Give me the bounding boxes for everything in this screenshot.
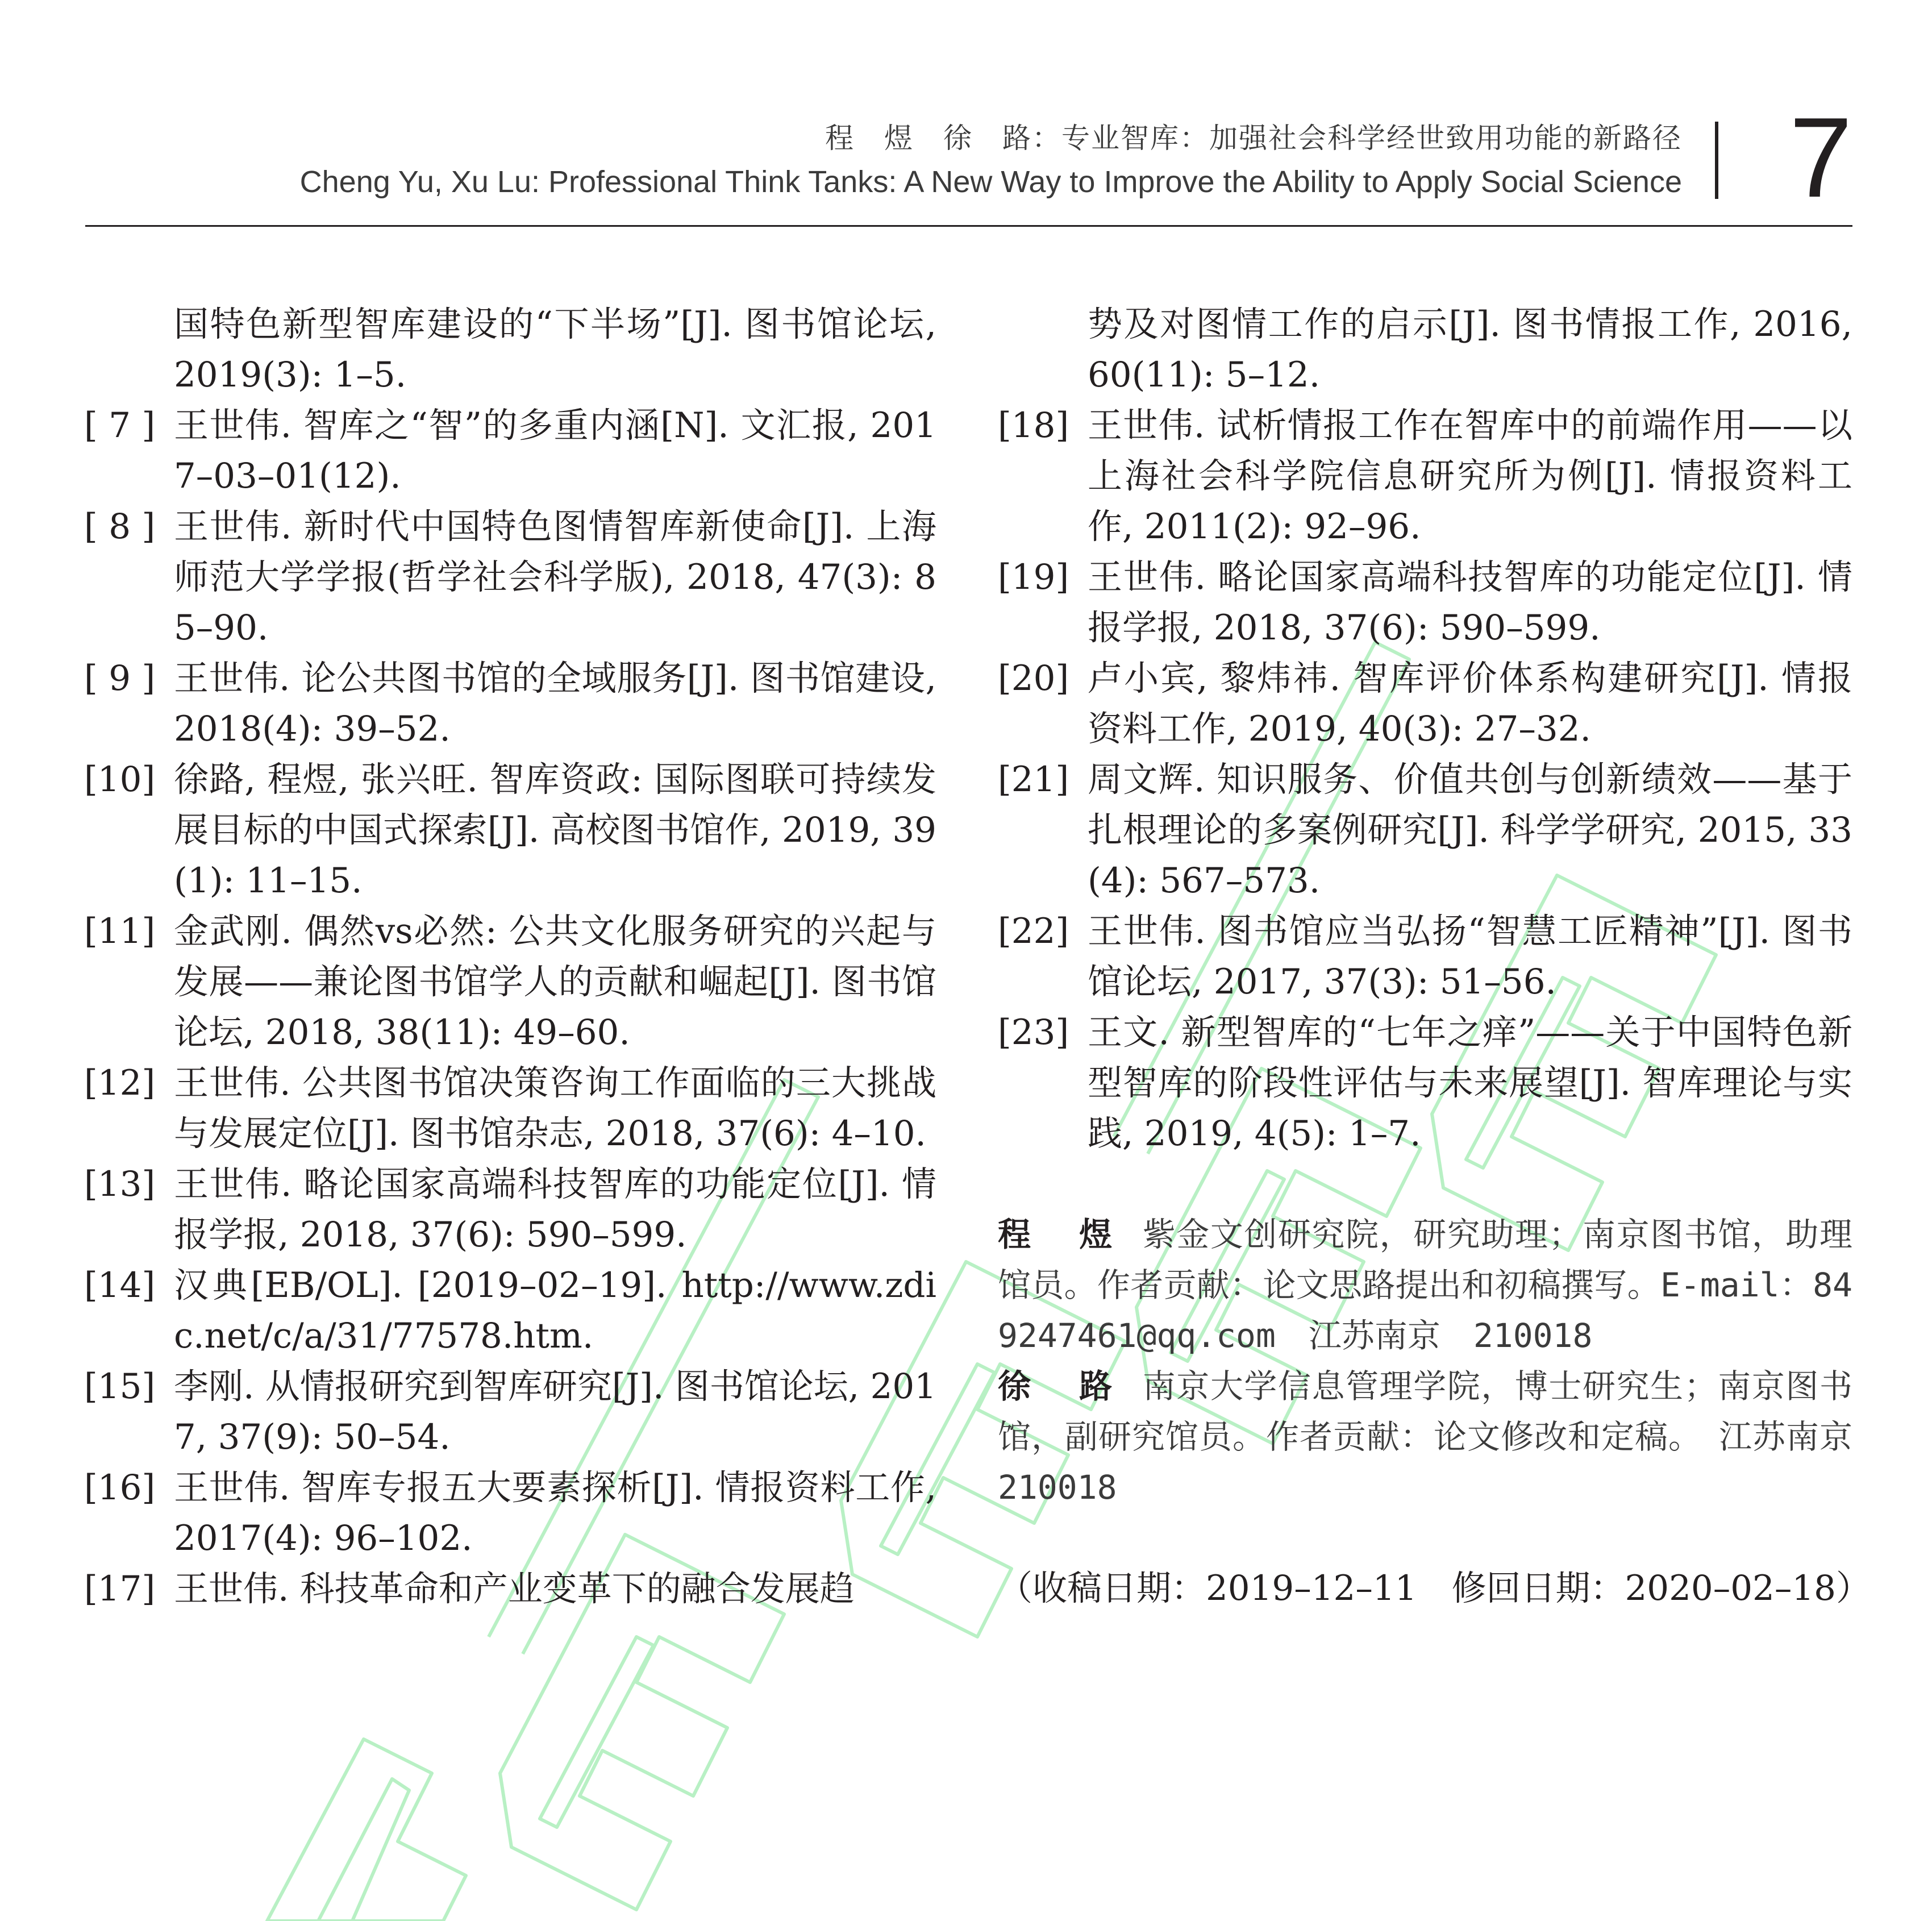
reference-number: [16] — [84, 1467, 156, 1508]
reference-number: [22] — [998, 911, 1069, 951]
author-bio — [998, 1209, 1852, 1361]
reference-item — [84, 1462, 936, 1564]
reference-text: 势及对图情工作的启示[J]. 图书情报工作, 2016, 60(11): 5–12. — [1088, 304, 1852, 395]
reference-text: 王文. 新型智库的“七年之痒”——关于中国特色新型智库的阶段性评估与未来展望[J]. 智库理论与实践, 2019, 4(5): 1–7. — [1088, 1012, 1852, 1154]
reference-text: 王世伟. 科技革命和产业变革下的融合发展趋 — [174, 1569, 855, 1609]
reference-number: [21] — [998, 759, 1069, 800]
reference-number: [10] — [84, 759, 156, 800]
reference-continuation — [84, 299, 936, 400]
reference-text: 王世伟. 智库之“智”的多重内涵[N]. 文汇报, 2017–03–01(12). — [174, 405, 936, 496]
reference-item — [998, 906, 1852, 1007]
reference-text: 李刚. 从情报研究到智库研究[J]. 图书馆论坛, 2017, 37(9): 50–54. — [174, 1366, 936, 1457]
reference-number: [ 7 ] — [84, 405, 156, 446]
reference-text: 王世伟. 公共图书馆决策咨询工作面临的三大挑战与发展定位[J]. 图书馆杂志, 2018, 37(6): 4–10. — [174, 1063, 936, 1154]
reference-text: 金武刚. 偶然vs必然: 公共文化服务研究的兴起与发展——兼论图书馆学人的贡献和崛起[J]. 图书馆论坛, 2018, 38(11): 49–60. — [174, 911, 936, 1053]
reference-number — [998, 299, 1088, 400]
reference-text: 徐路, 程煜, 张兴旺. 智库资政: 国际图联可持续发展目标的中国式探索[J]. 高校图书馆作, 2019, 39(1): 11–15. — [174, 759, 936, 901]
right-column — [998, 299, 1886, 1614]
reference-item — [998, 400, 1852, 552]
reference-item — [998, 653, 1852, 754]
author-bio — [998, 1361, 1886, 1513]
reference-text: 王世伟. 论公共图书馆的全域服务[J]. 图书馆建设, 2018(4): 39–52. — [174, 658, 936, 749]
header-title-zh: 程 煜 徐 路：专业智库：加强社会科学经世致用功能的新路径 — [825, 122, 1682, 155]
running-header — [85, 94, 1852, 227]
reference-number: [13] — [84, 1164, 156, 1204]
reference-text: 王世伟. 试析情报工作在智库中的前端作用——以上海社会科学院信息研究所为例[J]. 情报资料工作, 2011(2): 92–96. — [1088, 405, 1852, 547]
page-number: 7 — [1789, 94, 1852, 221]
reference-text: 卢小宾, 黎炜祎. 智库评价体系构建研究[J]. 情报资料工作, 2019, 40(3): 27–32. — [1088, 658, 1852, 749]
header-rule — [85, 225, 1852, 227]
reference-item — [84, 653, 936, 754]
received-dates: （收稿日期：2019–12–11 修回日期：2020–02–18） — [998, 1568, 1871, 1608]
reference-item — [84, 906, 936, 1058]
reference-item — [84, 400, 936, 501]
reference-number: [23] — [998, 1012, 1069, 1053]
reference-text: 国特色新型智库建设的“下半场”[J]. 图书馆论坛, 2019(3): 1–5. — [174, 304, 936, 395]
reference-item — [998, 1007, 1852, 1159]
header-titles — [300, 118, 1682, 205]
left-column — [84, 299, 936, 1614]
reference-item — [84, 1564, 936, 1614]
author-description: 南京大学信息管理学院，博士研究生；南京图书馆，副研究馆员。作者贡献：论文修改和定稿。 江苏南京 210018 — [998, 1367, 1886, 1507]
author-name: 徐 路 — [998, 1367, 1120, 1406]
reference-number: [15] — [84, 1366, 156, 1407]
reference-text: 周文辉. 知识服务、价值共创与创新绩效——基于扎根理论的多案例研究[J]. 科学学研究, 2015, 33(4): 567–573. — [1088, 759, 1852, 901]
header-divider — [1715, 122, 1718, 199]
reference-item — [84, 1159, 936, 1260]
reference-number: [ 8 ] — [84, 506, 156, 547]
reference-number: [20] — [998, 658, 1069, 698]
author-description: 紫金文创研究院，研究助理；南京图书馆，助理馆员。作者贡献：论文思路提出和初稿撰写。E-mail：849247461@qq.com 江苏南京 210018 — [998, 1215, 1852, 1355]
reference-text: 王世伟. 图书馆应当弘扬“智慧工匠精神”[J]. 图书馆论坛, 2017, 37(3): 51–56. — [1088, 911, 1852, 1002]
reference-text: 王世伟. 略论国家高端科技智库的功能定位[J]. 情报学报, 2018, 37(6): 590–599. — [1088, 557, 1852, 648]
reference-number: [12] — [84, 1063, 156, 1103]
reference-number: [19] — [998, 557, 1069, 597]
author-name: 程 煜 — [998, 1215, 1120, 1254]
reference-item — [998, 754, 1852, 906]
reference-item — [998, 552, 1852, 653]
reference-item — [84, 1361, 936, 1462]
reference-item — [84, 1058, 936, 1159]
reference-number: [11] — [84, 911, 156, 951]
reference-item — [84, 754, 936, 906]
header-title-en: Cheng Yu, Xu Lu: Professional Think Tanks: A New Way to Improve the Ability to Apply Social Science — [299, 165, 1682, 199]
reference-number: [14] — [84, 1265, 156, 1305]
reference-number: [ 9 ] — [84, 658, 156, 698]
reference-number: [18] — [998, 405, 1069, 446]
reference-number — [84, 299, 174, 400]
spacer — [998, 1159, 1852, 1209]
reference-item — [84, 501, 936, 653]
reference-text: 汉典[EB/OL]. [2019–02–19]. http://www.zdic.net/c/a/31/77578.htm. — [174, 1265, 936, 1356]
reference-text: 王世伟. 智库专报五大要素探析[J]. 情报资料工作, 2017(4): 96–102. — [174, 1467, 936, 1558]
reference-text: 王世伟. 新时代中国特色图情智库新使命[J]. 上海师范大学学报(哲学社会科学版), 2018, 47(3): 85–90. — [174, 506, 936, 648]
reference-text: 王世伟. 略论国家高端科技智库的功能定位[J]. 情报学报, 2018, 37(6): 590–599. — [174, 1164, 936, 1255]
reference-number: [17] — [84, 1569, 156, 1609]
reference-item — [84, 1260, 936, 1361]
reference-continuation — [998, 299, 1852, 400]
